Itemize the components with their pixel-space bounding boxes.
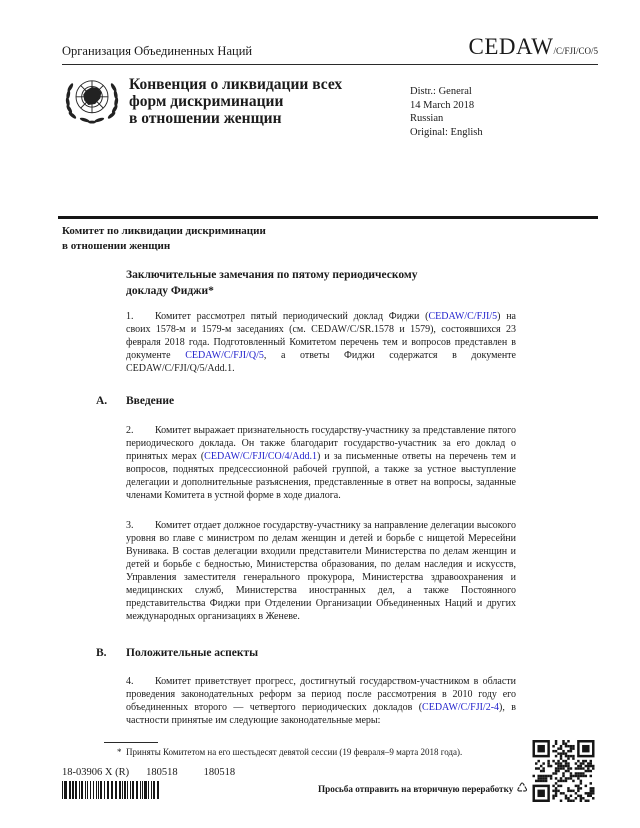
text-segment: ), в частности принятые им следующие законодательные меры: <box>126 702 516 726</box>
convention-title <box>129 76 342 127</box>
org-name: Организация Объединенных Наций <box>62 44 253 58</box>
doc-symbol: CEDAW <box>468 34 554 59</box>
paragraph-number: 4. <box>126 676 134 687</box>
distr-line: Original: English <box>410 126 483 138</box>
text-line: Конвенция о ликвидации всех <box>129 76 343 93</box>
footnote-rule <box>104 742 158 743</box>
text-line: в отношении женщин <box>62 240 171 252</box>
text-segment: ) и за письменные ответы на перечень тем и вопросов, поднятых предсессионной рабочей группой, а также за устное выступление делегации и дополнительные разъяснения, представленные в ответ на вопросы, заданные членами Комитета в устной форме в ходе диалога. <box>126 451 517 501</box>
text-segment: Комитет рассмотрел пятый периодический доклад Фиджи ( <box>155 311 429 322</box>
text-segment: , а ответы Фиджи содержатся в документе CEDAW/C/FJI/Q/5/Add.1. <box>126 350 516 374</box>
paragraph-text <box>126 311 516 374</box>
un-emblem-icon <box>59 73 125 135</box>
paragraph-number: 2. <box>126 425 134 436</box>
barcode <box>62 781 160 799</box>
text-segment: ) на своих 1578-м и 1579-м заседаниях (см. CEDAW/C/SR.1578 и 1579), состоявшихся 23 февраля 2018 года. Подготовленный Комитетом перечень тем и вопросов представлен в документе <box>126 311 516 361</box>
print-code: 180518 <box>203 767 236 778</box>
qr-code <box>532 740 595 802</box>
text-segment: Комитет выражает признательность государству-участнику за представление пятого периодического доклада. Он также благодарит государство-участник за его доклад о принятых мерах ( <box>126 425 516 462</box>
doc-symbol-link[interactable]: CEDAW/C/FJI/2-4 <box>422 702 500 713</box>
paragraph-3 <box>126 519 516 623</box>
paragraph-2 <box>126 424 516 502</box>
footnote-marker: * <box>117 747 122 757</box>
section-title: Введение <box>126 395 175 407</box>
qr-code <box>532 740 595 802</box>
barcode <box>62 781 160 799</box>
paragraph-1 <box>126 310 516 375</box>
paragraph-text <box>126 676 516 726</box>
un-emblem-icon <box>59 73 125 135</box>
paragraph-text <box>126 520 516 622</box>
header-rule <box>62 64 598 65</box>
paragraph-number: 1. <box>126 311 134 322</box>
text-line: Заключительные замечания по пятому периодическому <box>126 269 418 281</box>
doc-symbol-link[interactable]: CEDAW/C/FJI/5 <box>428 311 498 322</box>
text-line: докладу Фиджи* <box>126 284 214 297</box>
text-line: в отношении женщин <box>129 110 282 127</box>
footnote <box>117 747 547 757</box>
distr-line: 14 March 2018 <box>410 99 475 111</box>
text-line: форм дискриминации <box>129 93 284 110</box>
doc-symbol-link[interactable]: CEDAW/C/FJI/Q/5 <box>185 350 264 361</box>
paragraph-4 <box>126 675 516 727</box>
distr-line: Distr.: General <box>410 86 472 97</box>
section-a-heading <box>96 395 174 407</box>
section-title: Положительные аспекты <box>126 647 259 659</box>
text-segment: Комитет отдает должное государству-участнику за направление делегации высокого уровня во главе с министром по делам женщин и детей и борьбе с нищетой Мересейни Вунивака. В состав делегации входили представители Министерства по делам женщин и детей и борьбе с бедностью, Министерства образования, по делам наследия и искусств, Управления заместителя генерального прокурора, Министерства здравоохранения и медицинских служб, Министерства иностранных дел, а также Постоянного представительства Фиджи при Отделении Организации Объединенных Наций и других международных организациях в Женеве. <box>126 520 516 622</box>
committee-name <box>62 224 266 254</box>
section-b-heading <box>96 647 258 659</box>
recycle-icon: ♺ <box>516 781 528 796</box>
recycle-note <box>318 782 528 795</box>
paragraph-number: 3. <box>126 520 134 531</box>
print-code: 180518 <box>146 767 178 778</box>
doc-symbol-link[interactable]: CEDAW/C/FJI/CO/4/Add.1 <box>204 451 317 462</box>
paragraph-text <box>126 425 516 501</box>
distr-line: Russian <box>410 113 444 124</box>
section-divider-rule <box>58 216 598 219</box>
recycle-text: Просьба отправить на вторичную переработку <box>317 783 514 794</box>
job-number-line <box>62 767 235 778</box>
document-title <box>126 268 417 299</box>
section-label: B. <box>96 647 107 659</box>
doc-symbol-suffix: /C/FJI/CO/5 <box>553 46 598 56</box>
section-label: A. <box>96 395 108 407</box>
job-number: 18-03906 X (R) <box>62 767 130 778</box>
doc-symbol-block <box>469 34 599 60</box>
footnote-text: Приняты Комитетом на его шестьдесят девятой сессии (19 февраля–9 марта 2018 года). <box>126 747 463 757</box>
text-line: Комитет по ликвидации дискриминации <box>62 225 266 237</box>
distr-block <box>410 85 483 139</box>
text-segment: Комитет приветствует прогресс, достигнутый государством-участником в области проведения законодательных реформ за период после рассмотрения в 2010 году его объединенных второго — четвертого периодических докладов ( <box>126 676 516 713</box>
